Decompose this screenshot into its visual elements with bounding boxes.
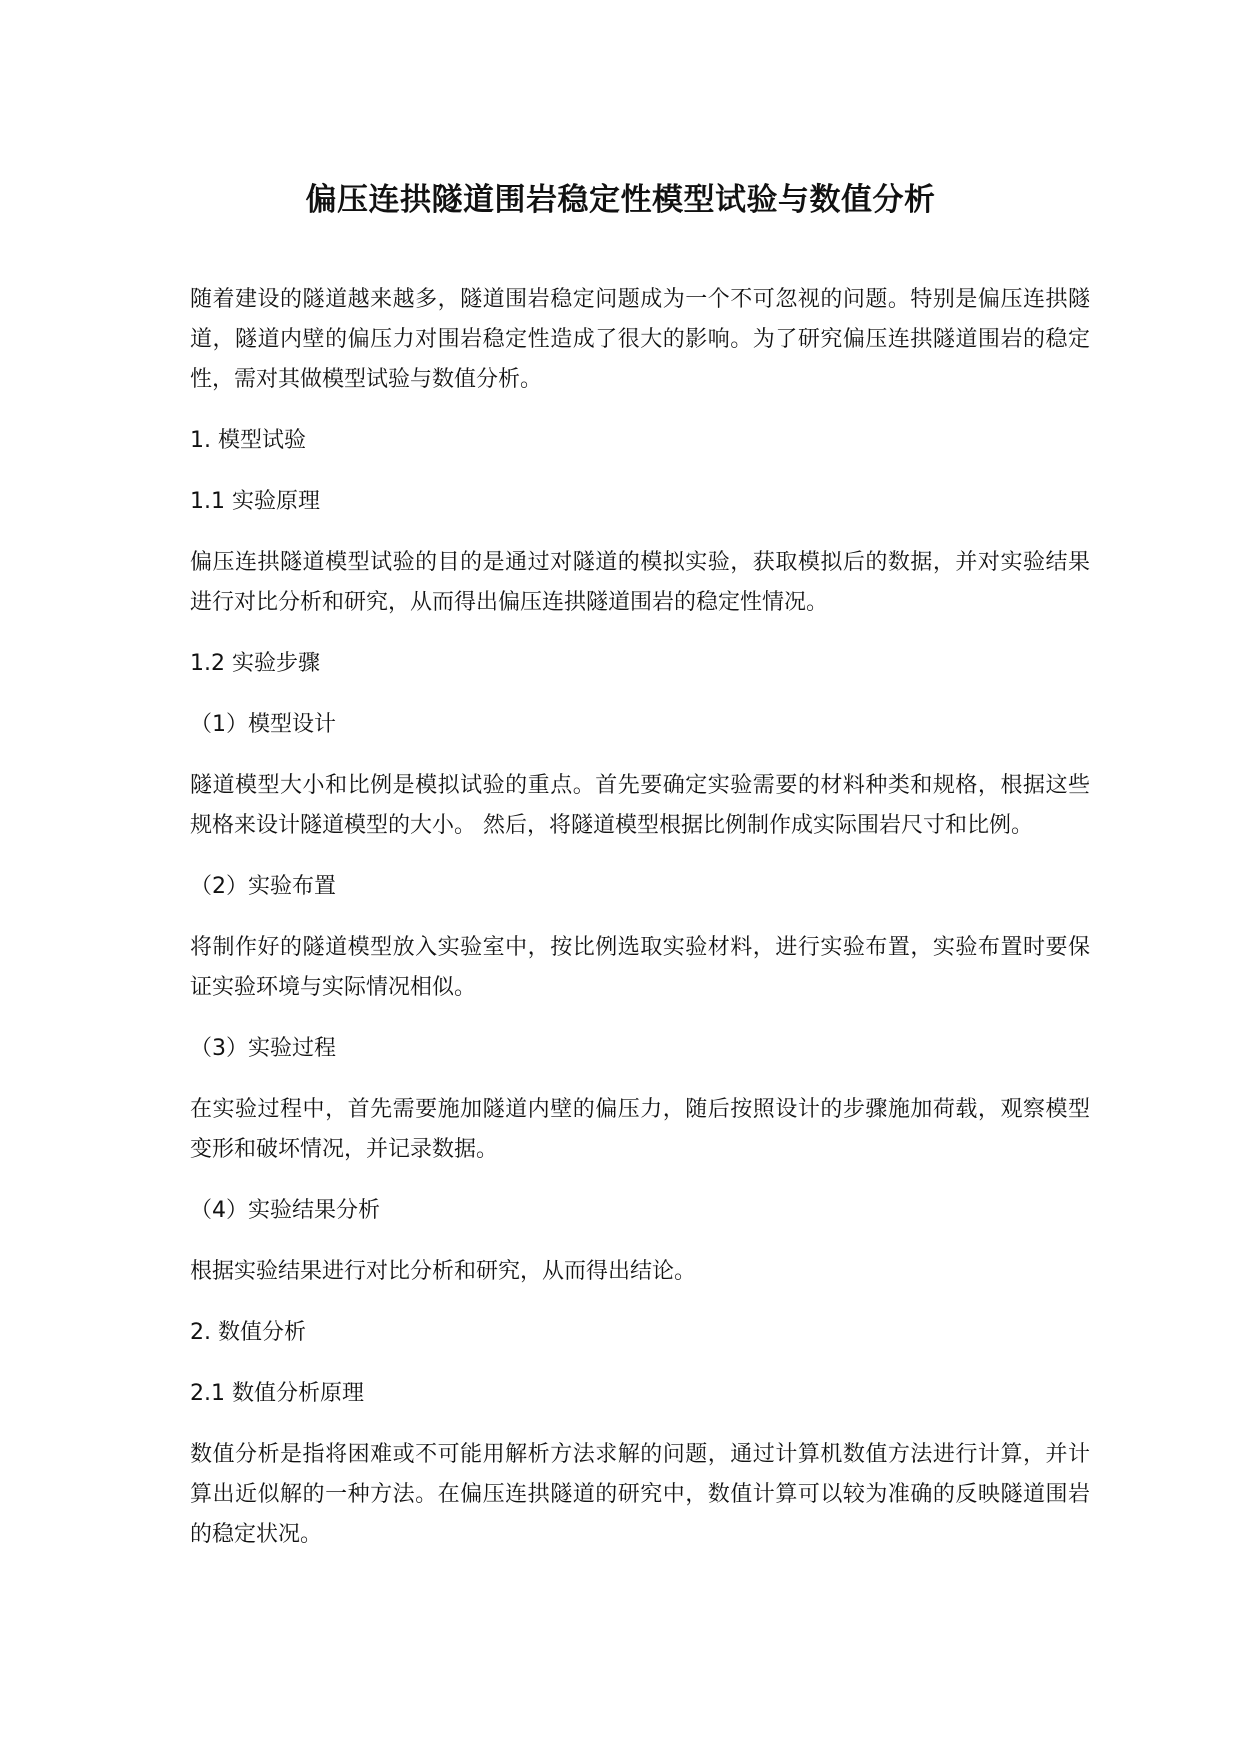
intro-paragraph: 随着建设的隧道越来越多，隧道围岩稳定问题成为一个不可忽视的问题。特别是偏压连拱隧道，隧道内壁的偏压力对围岩稳定性造成了很大的影响。为了研究偏压连拱隧道围岩的稳定性，需对其做模型试验与数值分析。 (190, 287, 1090, 392)
subsection-heading-2-1: 2.1 数值分析原理 (190, 1381, 364, 1406)
step-heading-4: （4）实验结果分析 (190, 1198, 380, 1223)
paragraph-experiment-process: 在实验过程中，首先需要施加隧道内壁的偏压力，随后按照设计的步骤施加荷载，观察模型变形和破坏情况，并记录数据。 (190, 1097, 1090, 1162)
document-title: 偏压连拱隧道围岩稳定性模型试验与数值分析 (305, 182, 936, 218)
section-heading-2: 2. 数值分析 (190, 1320, 306, 1345)
paragraph-result-analysis: 根据实验结果进行对比分析和研究，从而得出结论。 (190, 1259, 697, 1284)
paragraph-experiment-layout: 将制作好的隧道模型放入实验室中，按比例选取实验材料，进行实验布置，实验布置时要保证实验环境与实际情况相似。 (190, 935, 1090, 1000)
subsection-heading-1-1: 1.1 实验原理 (190, 489, 320, 514)
paragraph-model-design: 隧道模型大小和比例是模拟试验的重点。首先要确定实验需要的材料种类和规格，根据这些规格来设计隧道模型的大小。 然后，将隧道模型根据比例制作成实际围岩尺寸和比例。 (190, 773, 1090, 838)
step-heading-1: （1）模型设计 (190, 712, 336, 737)
paragraph-numerical-principle: 数值分析是指将困难或不可能用解析方法求解的问题，通过计算机数值方法进行计算，并计算出近似解的一种方法。在偏压连拱隧道的研究中，数值计算可以较为准确的反映隧道围岩的稳定状况。 (190, 1442, 1090, 1547)
step-heading-3: （3）实验过程 (190, 1036, 336, 1061)
step-heading-2: （2）实验布置 (190, 874, 336, 899)
document-body (190, 280, 1090, 1576)
paragraph-experiment-principle: 偏压连拱隧道模型试验的目的是通过对隧道的模拟实验，获取模拟后的数据，并对实验结果进行对比分析和研究，从而得出偏压连拱隧道围岩的稳定性情况。 (190, 550, 1090, 615)
section-heading-1: 1. 模型试验 (190, 428, 306, 453)
subsection-heading-1-2: 1.2 实验步骤 (190, 651, 320, 676)
